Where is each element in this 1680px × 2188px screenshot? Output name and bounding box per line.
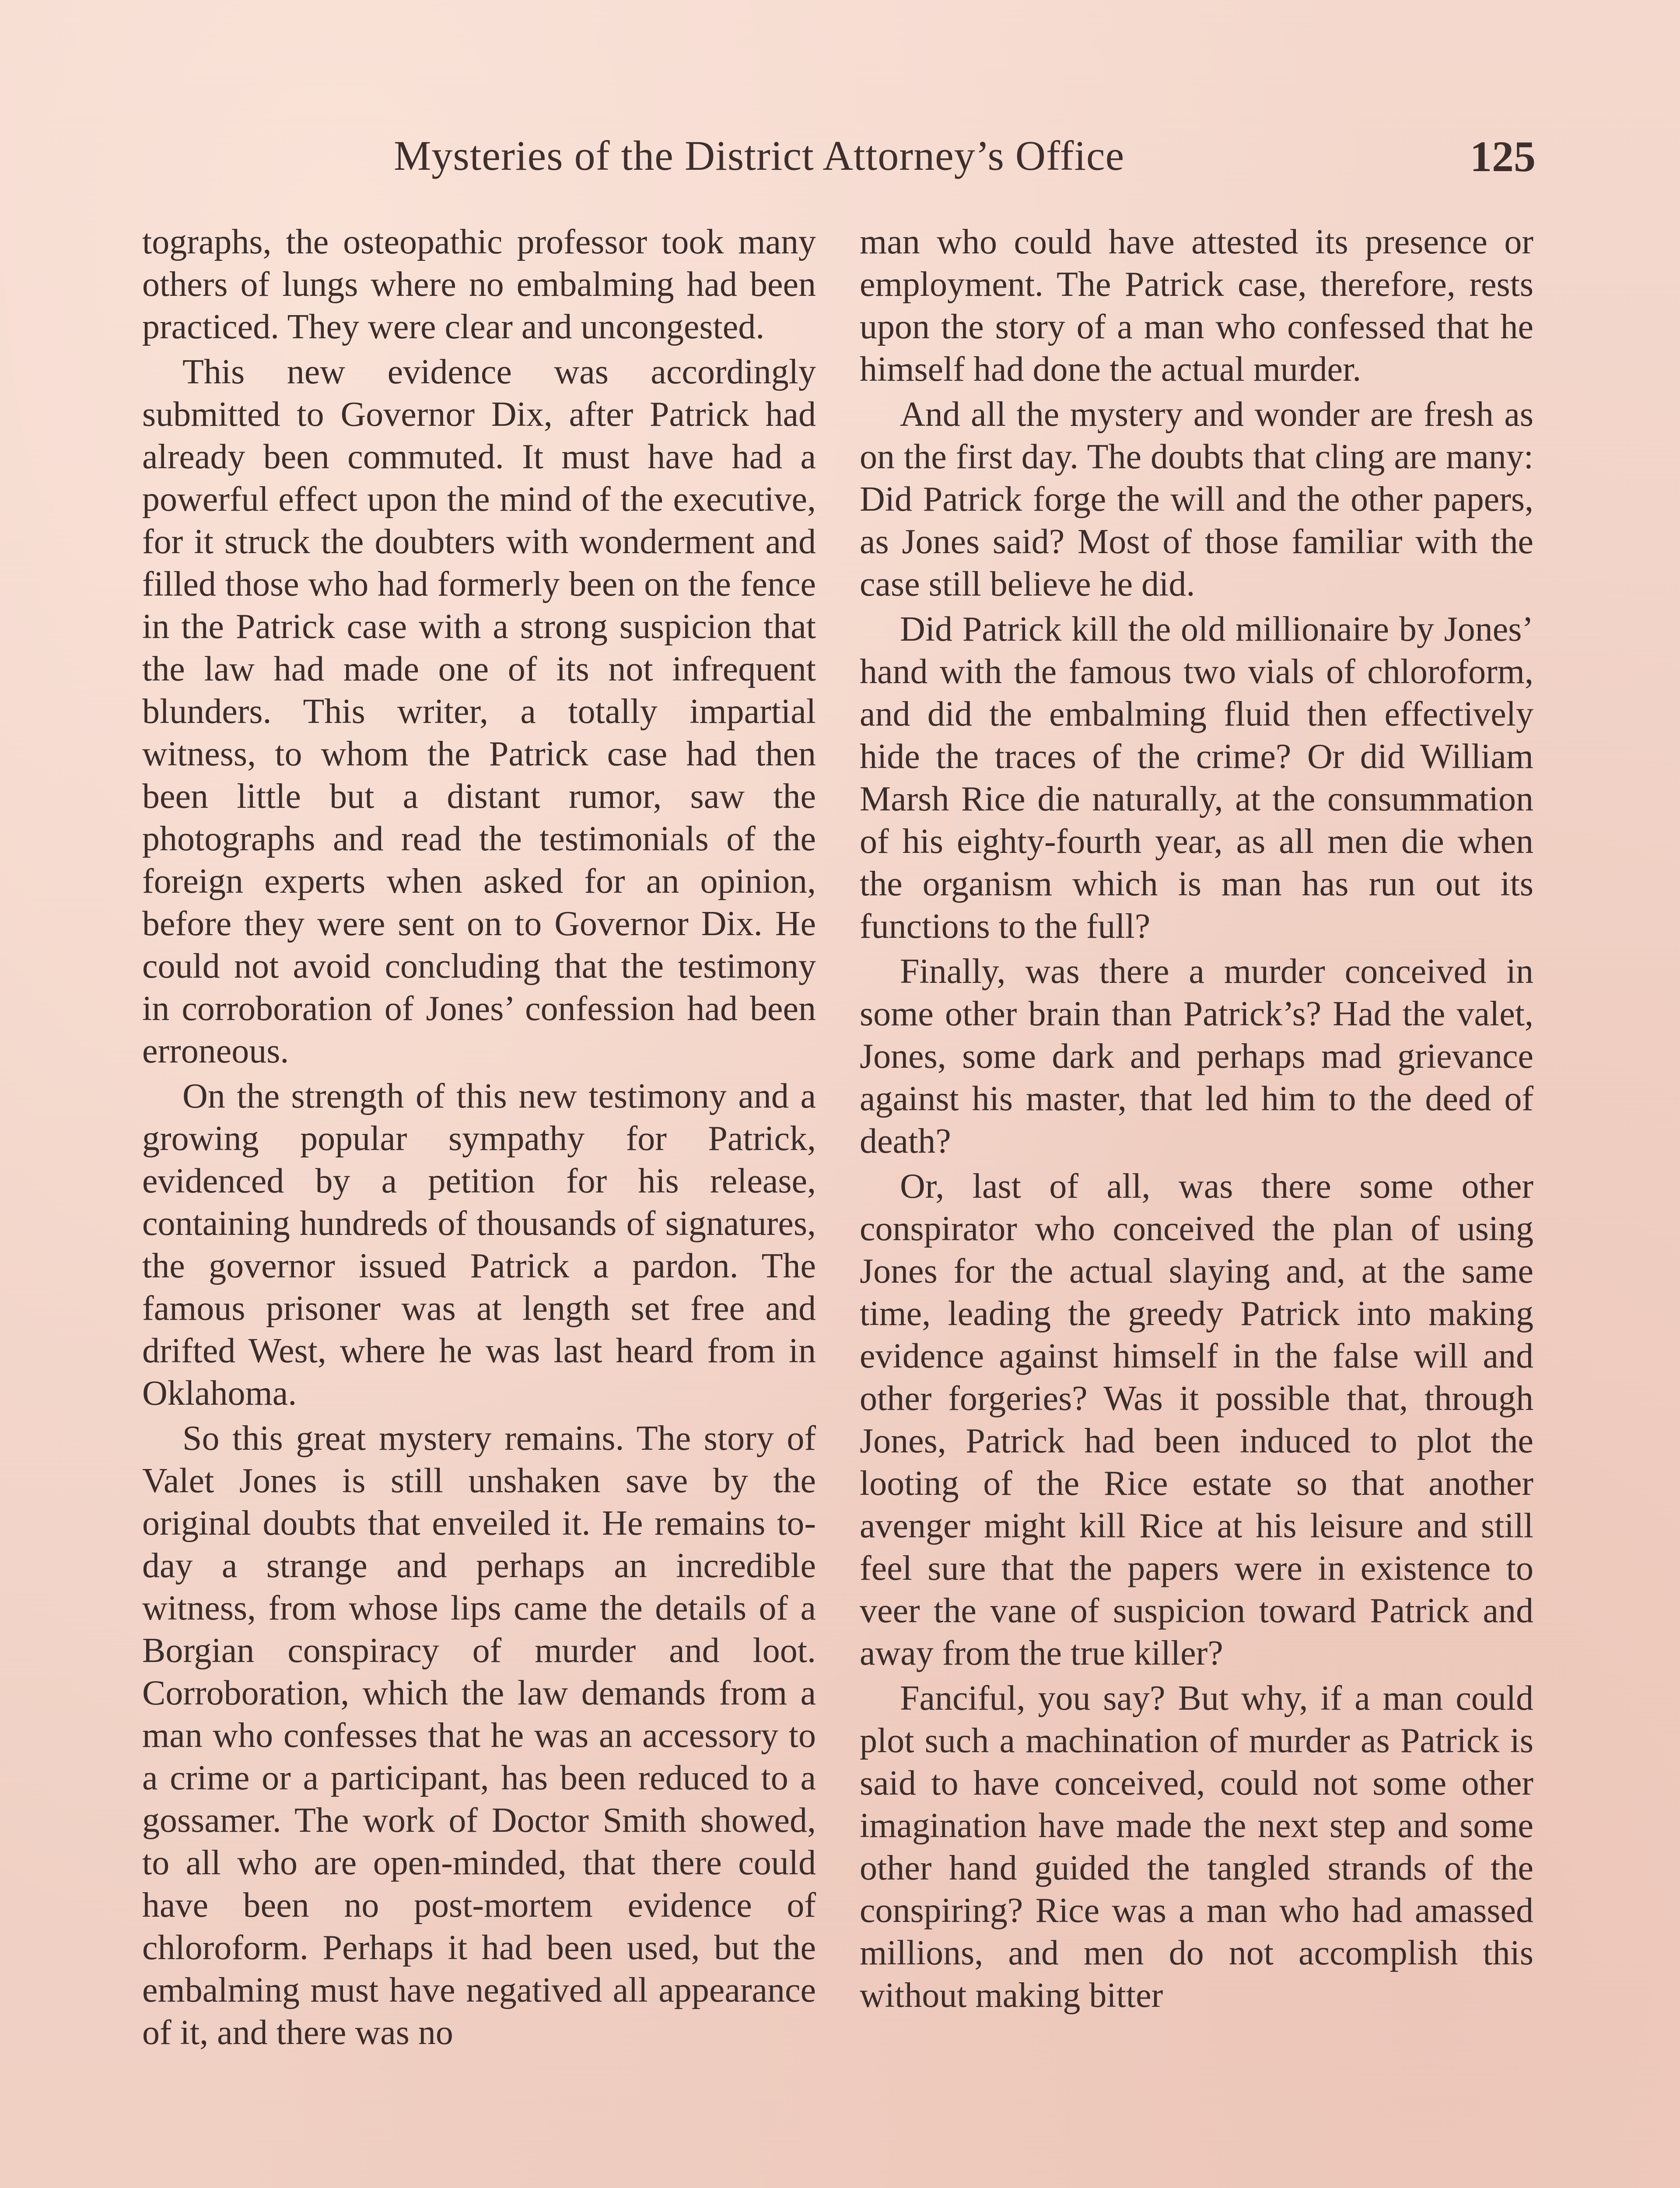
right-column [860,221,1533,2017]
paragraph: man who could have attested its presence or employment. The Patrick case, therefore, rests upon the story of a man who confessed that he himself had done the actual murder. [860,223,1533,389]
paragraph: On the strength of this new testimony and a growing popular sympathy for Patrick, evidenced by a petition for his release, containing hundreds of thousands of signatures, the governor issued Patrick a pardon. The famous prisoner was at length set free and drifted West, where he was last heard from in Oklahoma. [142,1077,816,1413]
paragraph: This new evidence was accordingly submitted to Governor Dix, after Patrick had already been commuted. It must have had a powerful effect upon the mind of the executive, for it struck the doubters with wonderment and filled those who had formerly been on the fence in the Patrick case with a strong suspicion that the law had made one of its not infrequent blunders. This writer, a totally impartial witness, to whom the Patrick case had then been little but a distant rumor, saw the photographs and read the testimonials of the foreign experts when asked for an opinion, before they were sent on to Governor Dix. He could not avoid concluding that the testimony in corroboration of Jones’ confession had been erroneous. [142,353,816,1070]
left-column [142,221,816,2054]
paragraph: Fanciful, you say? But why, if a man could plot such a machination of murder as Patrick is said to have conceived, could not some other imagination have made the next step and some other hand guided the tangled strands of the conspiring? Rice was a man who had amassed millions, and men do not accomplish this without making bitter [860,1679,1533,2015]
paragraph: tographs, the osteopathic professor took many others of lungs where no embalming had been practiced. They were clear and uncongested. [142,223,816,346]
paragraph: And all the mystery and wonder are fresh as on the first day. The doubts that cling are many: Did Patrick forge the will and the other papers, as Jones said? Most of those familiar with the case still believe he did. [860,395,1533,603]
paragraph: So this great mystery remains. The story of Valet Jones is still unshaken save by the original doubts that enveiled it. He remains to-day a strange and perhaps an incredible witness, from whose lips came the details of a Borgian conspiracy of murder and loot. Corroboration, which the law demands from a man who confesses that he was an accessory to a crime or a participant, has been reduced to a gossamer. The work of Doctor Smith showed, to all who are open-minded, that there could have been no post-mortem evidence of chloroform. Perhaps it had been used, but the embalming must have negatived all appearance of it, and there was no [142,1419,816,2052]
page-header [140,131,1536,193]
paragraph: Did Patrick kill the old millionaire by Jones’ hand with the famous two vials of chloroform, and did the embalming fluid then effectively hide the traces of the crime? Or did William Marsh Rice die naturally, at the consummation of his eighty-fourth year, as all men die when the organism which is man has run out its functions to the full? [860,610,1533,946]
page-number: 125 [1470,132,1536,181]
paragraph: Finally, was there a murder conceived in some other brain than Patrick’s? Had the valet, Jones, some dark and perhaps mad grievance against his master, that led him to the deed of death? [860,952,1533,1161]
paragraph: Or, last of all, was there some other conspirator who conceived the plan of using Jones for the actual slaying and, at the same time, leading the greedy Patrick into making evidence against himself in the false will and other forgeries? Was it possible that, through Jones, Patrick had been induced to plot the looting of the Rice estate so that another avenger might kill Rice at his leisure and still feel sure that the papers were in existence to veer the vane of suspicion toward Patrick and away from the true killer? [860,1167,1533,1673]
running-title: Mysteries of the District Attorney’s Office [394,132,1125,179]
